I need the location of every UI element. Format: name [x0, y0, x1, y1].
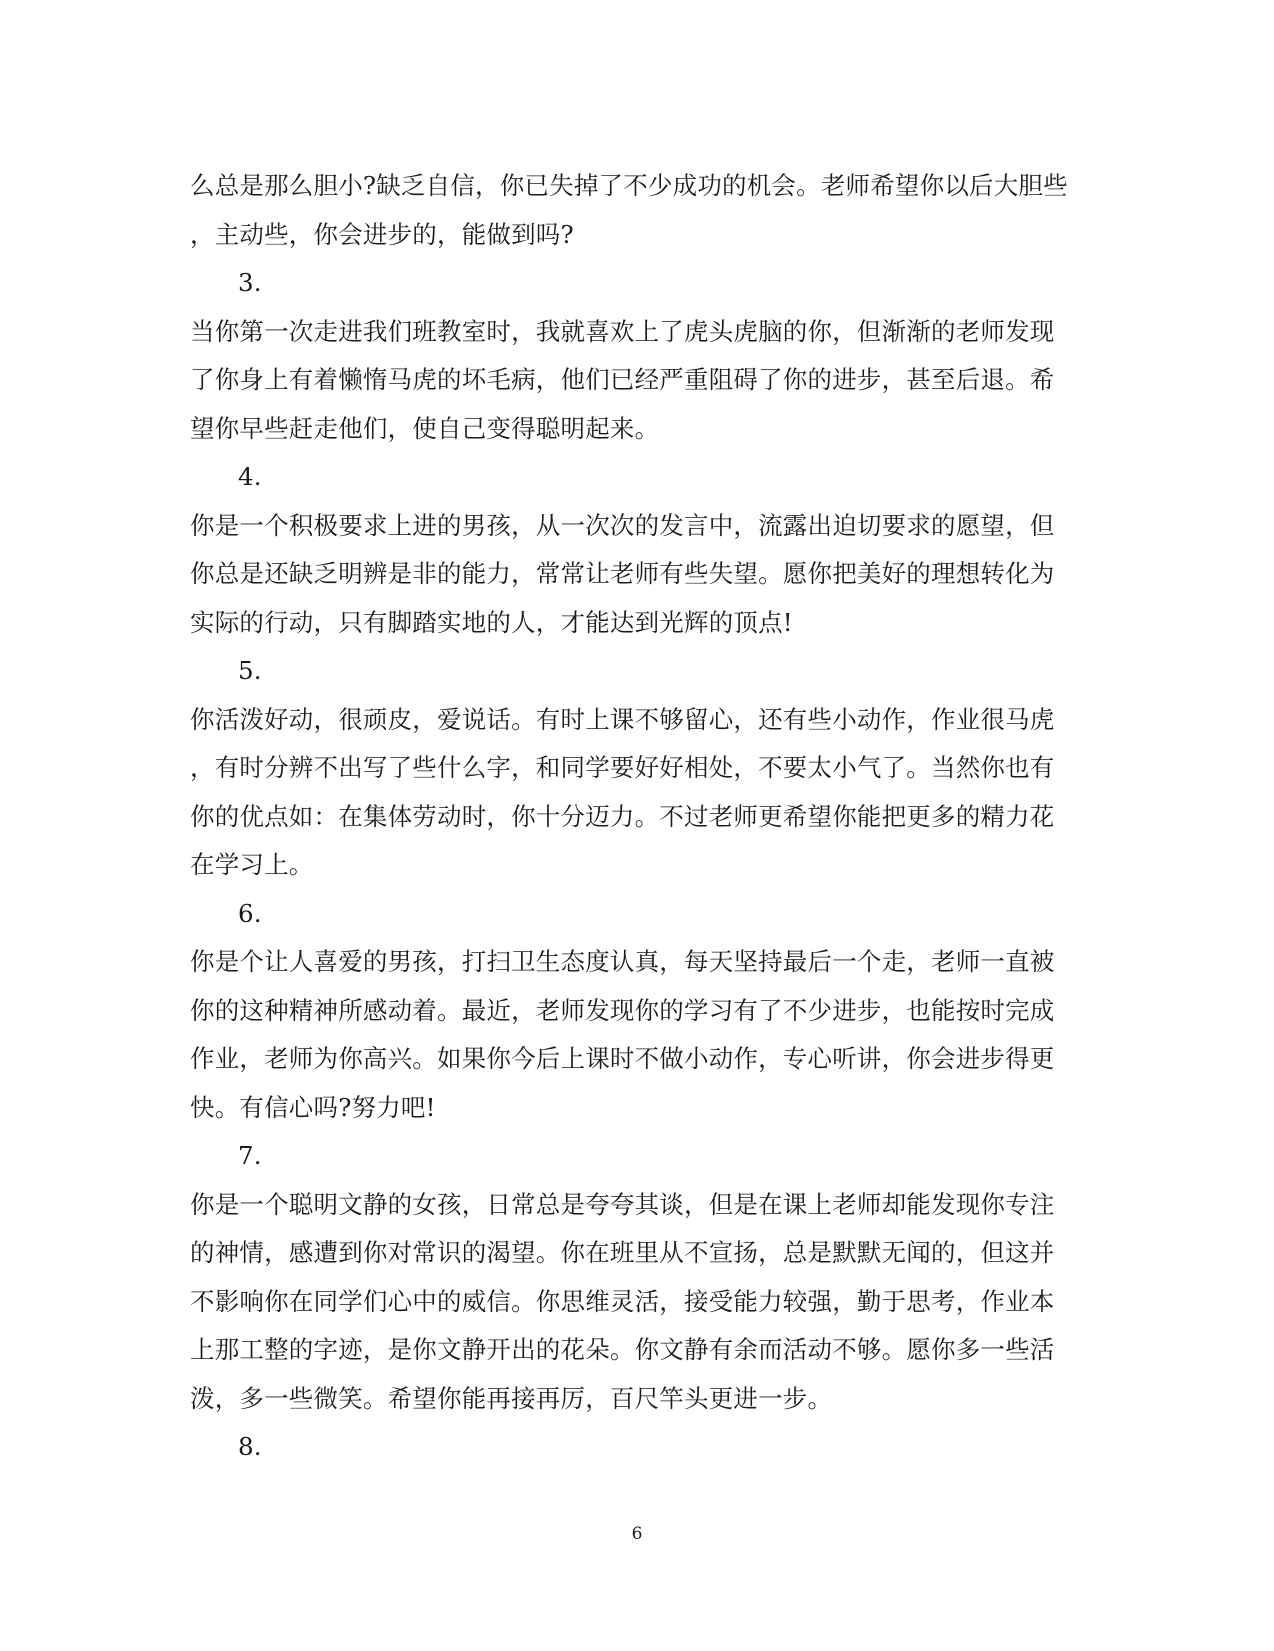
item-number: 3. [238, 268, 262, 297]
text-line: 当你第一次走进我们班教室时，我就喜欢上了虎头虎脑的你，但渐渐的老师发现 [190, 316, 1055, 346]
text-line: 了你身上有着懒惰马虎的坏毛病，他们已经严重阻碍了你的进步，甚至后退。希 [190, 365, 1055, 394]
text-line: 么总是那么胆小?缺乏自信，你已失掉了不少成功的机会。老师希望你以后大胆些 [190, 171, 1068, 200]
text-line: 作业，老师为你高兴。如果你今后上课时不做小动作，专心听讲，你会进步得更 [190, 1044, 1055, 1073]
text-line: 你是个让人喜爱的男孩，打扫卫生态度认真，每天坚持最后一个走，老师一直被 [190, 947, 1055, 976]
text-line: 你总是还缺乏明辨是非的能力，常常让老师有些失望。愿你把美好的理想转化为 [190, 559, 1055, 588]
text-line: 你的这种精神所感动着。最近，老师发现你的学习有了不少进步，也能按时完成 [190, 995, 1055, 1025]
page-number: 6 [631, 1524, 643, 1544]
text-line: 望你早些赶走他们，使自己变得聪明起来。 [190, 413, 660, 443]
document-body [190, 162, 1080, 1472]
text-line: 上那工整的字迹，是你文静开出的花朵。你文静有余而活动不够。愿你多一些活 [190, 1335, 1055, 1364]
text-line: 快。有信心吗?努力吧! [190, 1092, 436, 1122]
text-line: 实际的行动，只有脚踏实地的人，才能达到光辉的顶点! [190, 607, 793, 637]
text-line: 你的优点如：在集体劳动时，你十分迈力。不过老师更希望你能把更多的精力花 [190, 801, 1055, 831]
text-line: ，有时分辨不出写了些什么字，和同学要好好相处，不要太小气了。当然你也有 [190, 753, 1055, 782]
text-line: 你活泼好动，很顽皮，爱说话。有时上课不够留心，还有些小动作，作业很马虎 [190, 704, 1055, 734]
text-line: 不影响你在同学们心中的威信。你思维灵活，接受能力较强，勤于思考，作业本 [190, 1286, 1055, 1316]
item-number: 5. [238, 656, 262, 685]
text-line: 在学习上。 [190, 850, 314, 879]
item-number: 6. [238, 898, 262, 928]
text-line: ，主动些，你会进步的，能做到吗? [190, 219, 574, 249]
text-line: 你是一个积极要求上进的男孩，从一次次的发言中，流露出迫切要求的愿望，但 [190, 510, 1055, 540]
text-line: 你是一个聪明文静的女孩，日常总是夸夸其谈，但是在课上老师却能发现你专注 [190, 1189, 1055, 1219]
item-number: 8. [238, 1432, 262, 1461]
text-line: 泼，多一些微笑。希望你能再接再厉，百尺竿头更进一步。 [190, 1383, 833, 1413]
item-number: 4. [238, 462, 262, 491]
item-number: 7. [238, 1141, 262, 1170]
text-line: 的神情，感遭到你对常识的渴望。你在班里从不宣扬，总是默默无闻的，但这并 [190, 1238, 1055, 1267]
